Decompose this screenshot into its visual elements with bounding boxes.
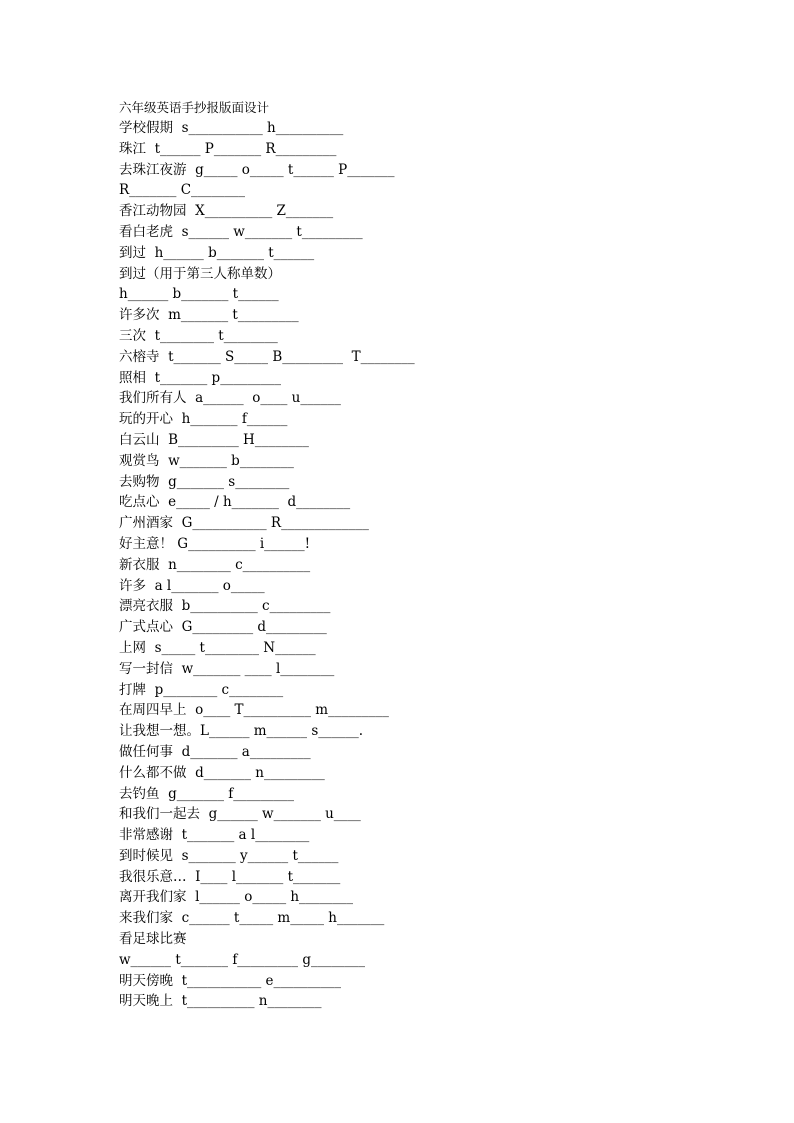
vocab-line: 香江动物园 X__________ Z_______ [119, 203, 334, 220]
vocab-line: 我们所有人 a______ o____ u______ [119, 390, 341, 407]
worksheet-title: 六年级英语手抄报版面设计 [119, 100, 270, 115]
vocab-line: 上网 s_____ t________ N______ [119, 639, 316, 656]
vocab-line: 玩的开心 h_______ f______ [119, 411, 288, 428]
vocab-line: 漂亮衣服 b__________ c_________ [119, 598, 331, 615]
vocab-line: 珠江 t______ P_______ R_________ [119, 140, 337, 157]
vocab-line: 写一封信 w_______ ____ l________ [119, 660, 335, 677]
vocab-line: 看足球比赛 [119, 931, 187, 948]
vocab-line: 吃点心 e_____ / h_______ d________ [119, 494, 351, 511]
vocab-line: 许多次 m_______ t_________ [119, 307, 299, 324]
vocab-line: 到过 h______ b_______ t______ [119, 244, 315, 261]
vocab-line: 来我们家 c______ t_____ m_____ h_______ [119, 910, 385, 927]
vocab-line: 去购物 g_______ s________ [119, 473, 290, 490]
vocab-line: 广式点心 G_________ d_________ [119, 619, 327, 636]
vocab-line: 学校假期 s___________ h__________ [119, 120, 344, 136]
vocab-line: 照相 t_______ p_________ [119, 369, 281, 386]
vocab-line: 到时候见 s_______ y______ t______ [119, 847, 339, 864]
vocab-line: 到过（用于第三人称单数） [119, 265, 281, 282]
vocab-line: 六榕寺 t_______ S_____ B_________ T________ [119, 348, 415, 365]
vocab-line: 观赏鸟 w_______ b________ [119, 452, 294, 469]
vocab-line: 去珠江夜游 g_____ o_____ t______ P_______ [119, 161, 395, 178]
vocab-line: w______ t_______ f_________ g________ [119, 951, 365, 968]
vocab-line: 离开我们家 l______ o_____ h________ [119, 889, 354, 906]
vocab-line: 让我想一想。L______ m______ s______. [119, 723, 364, 740]
vocab-line: 明天傍晚 t___________ e__________ [119, 972, 342, 989]
vocab-line: 好主意！ G__________ i______! [119, 535, 311, 552]
vocab-line: 什么都不做 d_______ n_________ [119, 764, 325, 781]
vocab-line: 非常感谢 t_______ a l________ [119, 827, 310, 844]
vocab-line: 明天晚上 t__________ n________ [119, 993, 322, 1010]
vocab-line: 做任何事 d_______ a_________ [119, 743, 311, 760]
vocab-line: 看白老虎 s______ w_______ t_________ [119, 223, 363, 240]
worksheet [119, 98, 759, 1012]
vocab-line: 白云山 B_________ H________ [119, 431, 309, 448]
vocab-line: 在周四早上 o____ T__________ m_________ [119, 702, 389, 719]
vocab-line: h______ b_______ t______ [119, 286, 279, 303]
vocab-line: 新衣服 n________ c__________ [119, 556, 311, 573]
vocab-line: 打牌 p________ c________ [119, 681, 284, 698]
vocab-line: R_______ C________ [119, 182, 246, 199]
vocab-line: 和我们一起去 g______ w_______ u____ [119, 806, 361, 823]
vocab-line: 去钓鱼 g_______ f_________ [119, 785, 295, 802]
vocab-line: 三次 t________ t________ [119, 327, 278, 344]
vocab-line: 许多 a l_______ o_____ [119, 577, 265, 594]
vocab-line: 广州酒家 G___________ R_____________ [119, 515, 369, 532]
vocab-line: 我很乐意… I____ l_______ t_______ [119, 868, 341, 885]
